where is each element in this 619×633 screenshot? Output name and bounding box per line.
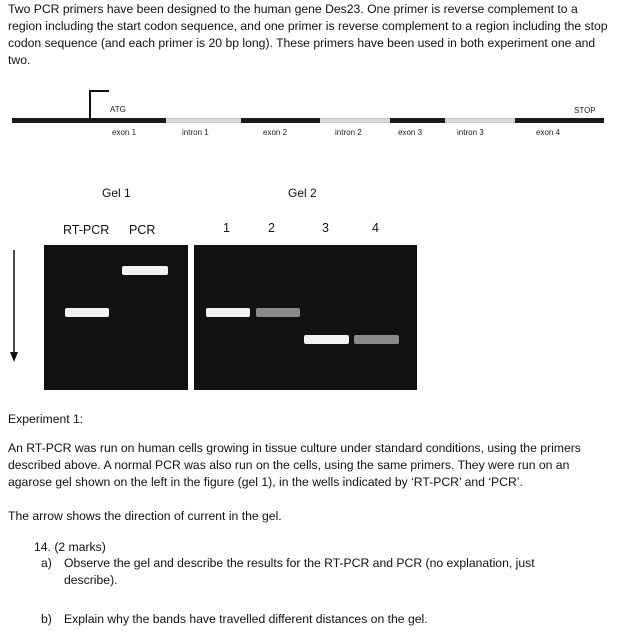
gene-label-exon-1: exon 1 [112, 128, 137, 137]
gel2-band-lane-2 [256, 308, 300, 317]
gene-seg-exon-3 [390, 118, 445, 123]
gel2-lane-label-1: 1 [223, 221, 230, 235]
gene-label-exon-4: exon 4 [536, 128, 561, 137]
gene-label-exon-2: exon 2 [263, 128, 288, 137]
gel1-lane-label-pcr: PCR [129, 223, 156, 237]
gel2-band-lane-4 [354, 335, 399, 344]
gel2-lane-label-4: 4 [372, 221, 379, 235]
gel2-lane-label-2: 2 [268, 221, 275, 235]
gel-2 [194, 245, 417, 390]
gel1-band-pcr [122, 266, 168, 275]
gene-seg-exon-1 [12, 118, 166, 123]
gel2-title: Gel 2 [288, 186, 317, 200]
gel1-lane-label-rtpcr: RT-PCR [63, 223, 110, 237]
question-a-text: Observe the gel and describe the results for the RT-PCR and PCR (no explanation, just describe). [64, 556, 535, 587]
current-direction-arrow [8, 250, 20, 365]
experiment-heading: Experiment 1: [8, 412, 84, 426]
question-a-marker: a) [41, 556, 52, 570]
intro-paragraph: Two PCR primers have been designed to the human gene Des23. One primer is reverse complement to a region including the start codon sequence, and one primer is reverse complement to a region including the stop codon sequence (and each primer is 20 bp long). These primers have been used in both experiment one and two. [8, 2, 608, 67]
gel2-lane-label-3: 3 [322, 221, 329, 235]
gel1-title: Gel 1 [102, 186, 131, 200]
question-b-text: Explain why the bands have travelled different distances on the gel. [64, 612, 428, 626]
arrow-note: The arrow shows the direction of current in the gel. [8, 509, 282, 523]
gene-seg-intron-2 [320, 118, 390, 123]
gene-seg-exon-4 [515, 118, 604, 123]
question-number: 14. (2 marks) [34, 540, 106, 554]
question-b-marker: b) [41, 612, 52, 626]
start-marker-horizontal [89, 90, 109, 92]
gel1-band-rtpcr [65, 308, 109, 317]
gel2-band-lane-3 [304, 335, 349, 344]
gel2-band-lane-1 [206, 308, 250, 317]
gel-1 [44, 245, 188, 390]
gene-label-intron-1: intron 1 [182, 128, 209, 137]
gene-label-intron-2: intron 2 [335, 128, 362, 137]
stop-codon-label: STOP [574, 106, 596, 115]
gene-seg-intron-3 [445, 118, 515, 123]
experiment-paragraph: An RT-PCR was run on human cells growing in tissue culture under standard conditions, using the primers described above. A normal PCR was also run on the cells, using the same primers. They were run on an agarose gel shown on the left in the figure (gel 1), in the wells indicated by ‘RT-PCR’ and ‘PCR’. [8, 441, 581, 489]
gene-label-intron-3: intron 3 [457, 128, 484, 137]
gene-seg-intron-1 [166, 118, 241, 123]
start-marker-vertical [89, 90, 91, 118]
gene-seg-exon-2 [241, 118, 320, 123]
start-codon-label: ATG [110, 105, 126, 114]
gene-label-exon-3: exon 3 [398, 128, 423, 137]
